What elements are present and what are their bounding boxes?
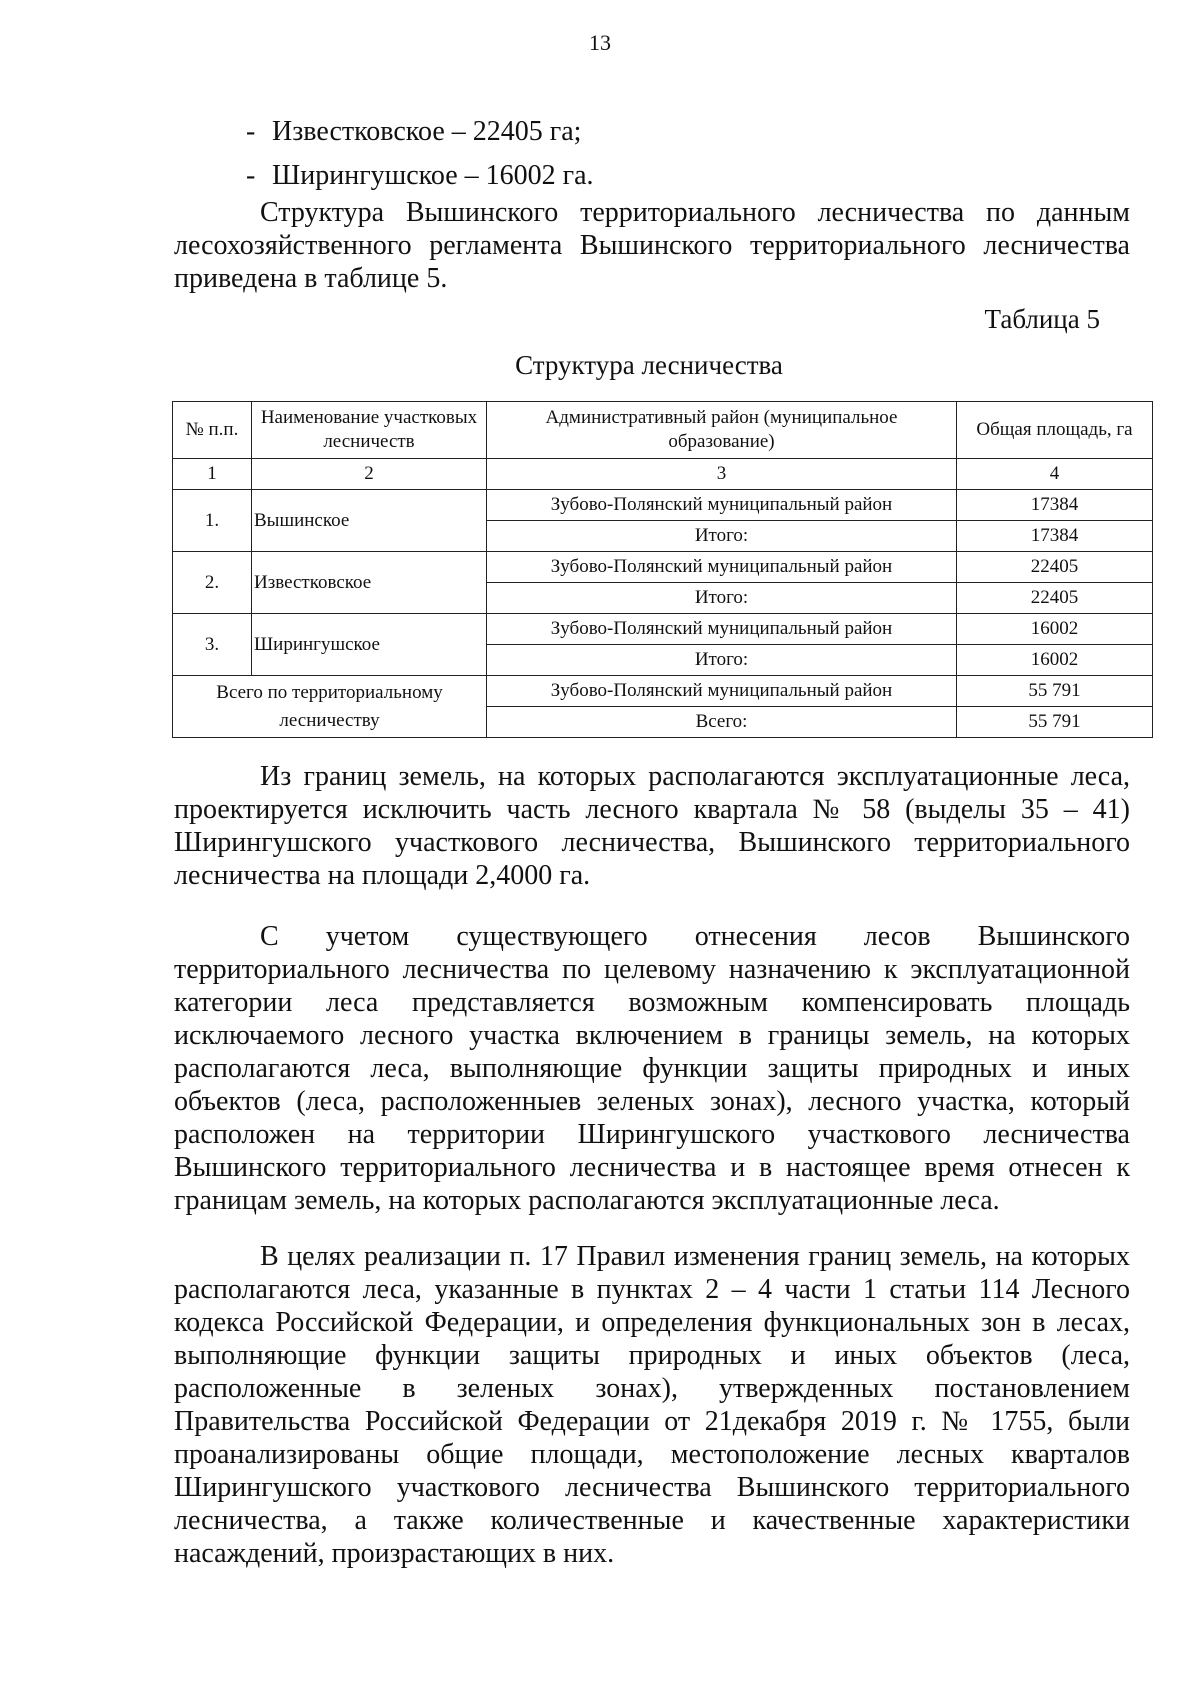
district-cell: Зубово-Полянский муниципальный район (487, 490, 957, 521)
forestry-structure-table (172, 401, 1153, 738)
column-number-row (173, 459, 1153, 490)
bullet-dash: - (246, 116, 256, 147)
bullet-text: Известковское – 22405 га; (272, 116, 582, 147)
subtotal-label-cell: Итого: (487, 645, 957, 676)
subtotal-area-cell: 22405 (957, 583, 1153, 614)
table-label: Таблица 5 (984, 304, 1100, 334)
column-number-cell: 4 (957, 459, 1153, 490)
area-cell: 17384 (957, 490, 1153, 521)
column-number-cell: 1 (173, 459, 252, 490)
column-number-cell: 2 (252, 459, 487, 490)
row-number-cell: 2. (173, 552, 252, 614)
district-cell: Зубово-Полянский муниципальный район (487, 552, 957, 583)
subtotal-area-cell: 17384 (957, 521, 1153, 552)
district-cell: Зубово-Полянский муниципальный район (487, 614, 957, 645)
header-cell-number: № п.п. (173, 402, 252, 459)
forestry-name-cell: Вышинское (252, 490, 487, 552)
subtotal-label-cell: Итого: (487, 521, 957, 552)
page-number: 13 (589, 30, 611, 55)
row-number-cell: 3. (173, 614, 252, 676)
bullet-text: Ширингушское – 16002 га. (272, 160, 594, 191)
area-cell: 16002 (957, 614, 1153, 645)
total-row (173, 676, 1153, 707)
table-row (173, 552, 1153, 583)
column-number-cell: 3 (487, 459, 957, 490)
area-cell: 22405 (957, 552, 1153, 583)
table-row (173, 490, 1153, 521)
bullet-item (246, 110, 594, 154)
row-number-cell: 1. (173, 490, 252, 552)
bullet-dash: - (246, 160, 256, 191)
forestry-name-cell: Известковское (252, 552, 487, 614)
forestry-name-cell: Ширингушское (252, 614, 487, 676)
table-header-row (173, 402, 1153, 459)
total-label-cell: Всего по территориальному лесничеству (173, 676, 487, 738)
subtotal-label-cell: Итого: (487, 583, 957, 614)
body-paragraph: В целях реализации п. 17 Правил изменения границ земель, на которых располагаются леса, указанные в пунктах 2 – 4 части 1 статьи 114 Лесного кодекса Российской Федерации, и определения функциональных зон в лесах, выполняющие функции защиты природных и иных объектов (леса, расположенные в зеленых зонах), утвержденных постановлением Правительства Российской Федерации от 21декабря 2019 г. № 1755, были проанализированы общие площади, местоположение лесных кварталов Ширингушского участкового лесничества Вышинского территориального лесничества, а также количественные и качественные характеристики насаждений, произрастающих в них. (174, 1241, 1130, 1569)
header-cell-name: Наименование участковых лесничеств (252, 402, 487, 459)
subtotal-area-cell: 16002 (957, 645, 1153, 676)
body-paragraph: Из границ земель, на которых располагаются эксплуатационные леса, проектируется исключить часть лесного квартала № 58 (выделы 35 – 41) Ширингушского участкового лесничества, Вышинского территориального лесничества на площади 2,4000 га. (174, 761, 1130, 891)
bullet-item (246, 154, 594, 198)
intro-paragraph: Структура Вышинского территориального лесничества по данным лесохозяйственного регламента Вышинского территориального лесничества приведена в таблице 5. (174, 197, 1130, 294)
header-cell-area: Общая площадь, га (957, 402, 1153, 459)
body-paragraph: С учетом существующего отнесения лесов Вышинского территориального лесничества по целевому назначению к эксплуатационной категории леса представляется возможным компенсировать площадь исключаемого лесного участка включением в границы земель, на которых располагаются леса, выполняющие функции защиты природных и иных объектов (леса, расположенныев зеленых зонах), лесного участка, который расположен на территории Ширингушского участкового лесничества Вышинского территориального лесничества и в настоящее время отнесен к границам земель, на которых располагаются эксплуатационные леса. (174, 921, 1130, 1216)
bullet-list (246, 110, 594, 198)
table-title: Структура лесничества (515, 350, 783, 380)
grand-total-area-cell: 55 791 (957, 707, 1153, 738)
header-cell-district: Административный район (муниципальное образование) (487, 402, 957, 459)
table-row (173, 614, 1153, 645)
district-cell: Зубово-Полянский муниципальный район (487, 676, 957, 707)
grand-total-label-cell: Всего: (487, 707, 957, 738)
total-area-cell: 55 791 (957, 676, 1153, 707)
